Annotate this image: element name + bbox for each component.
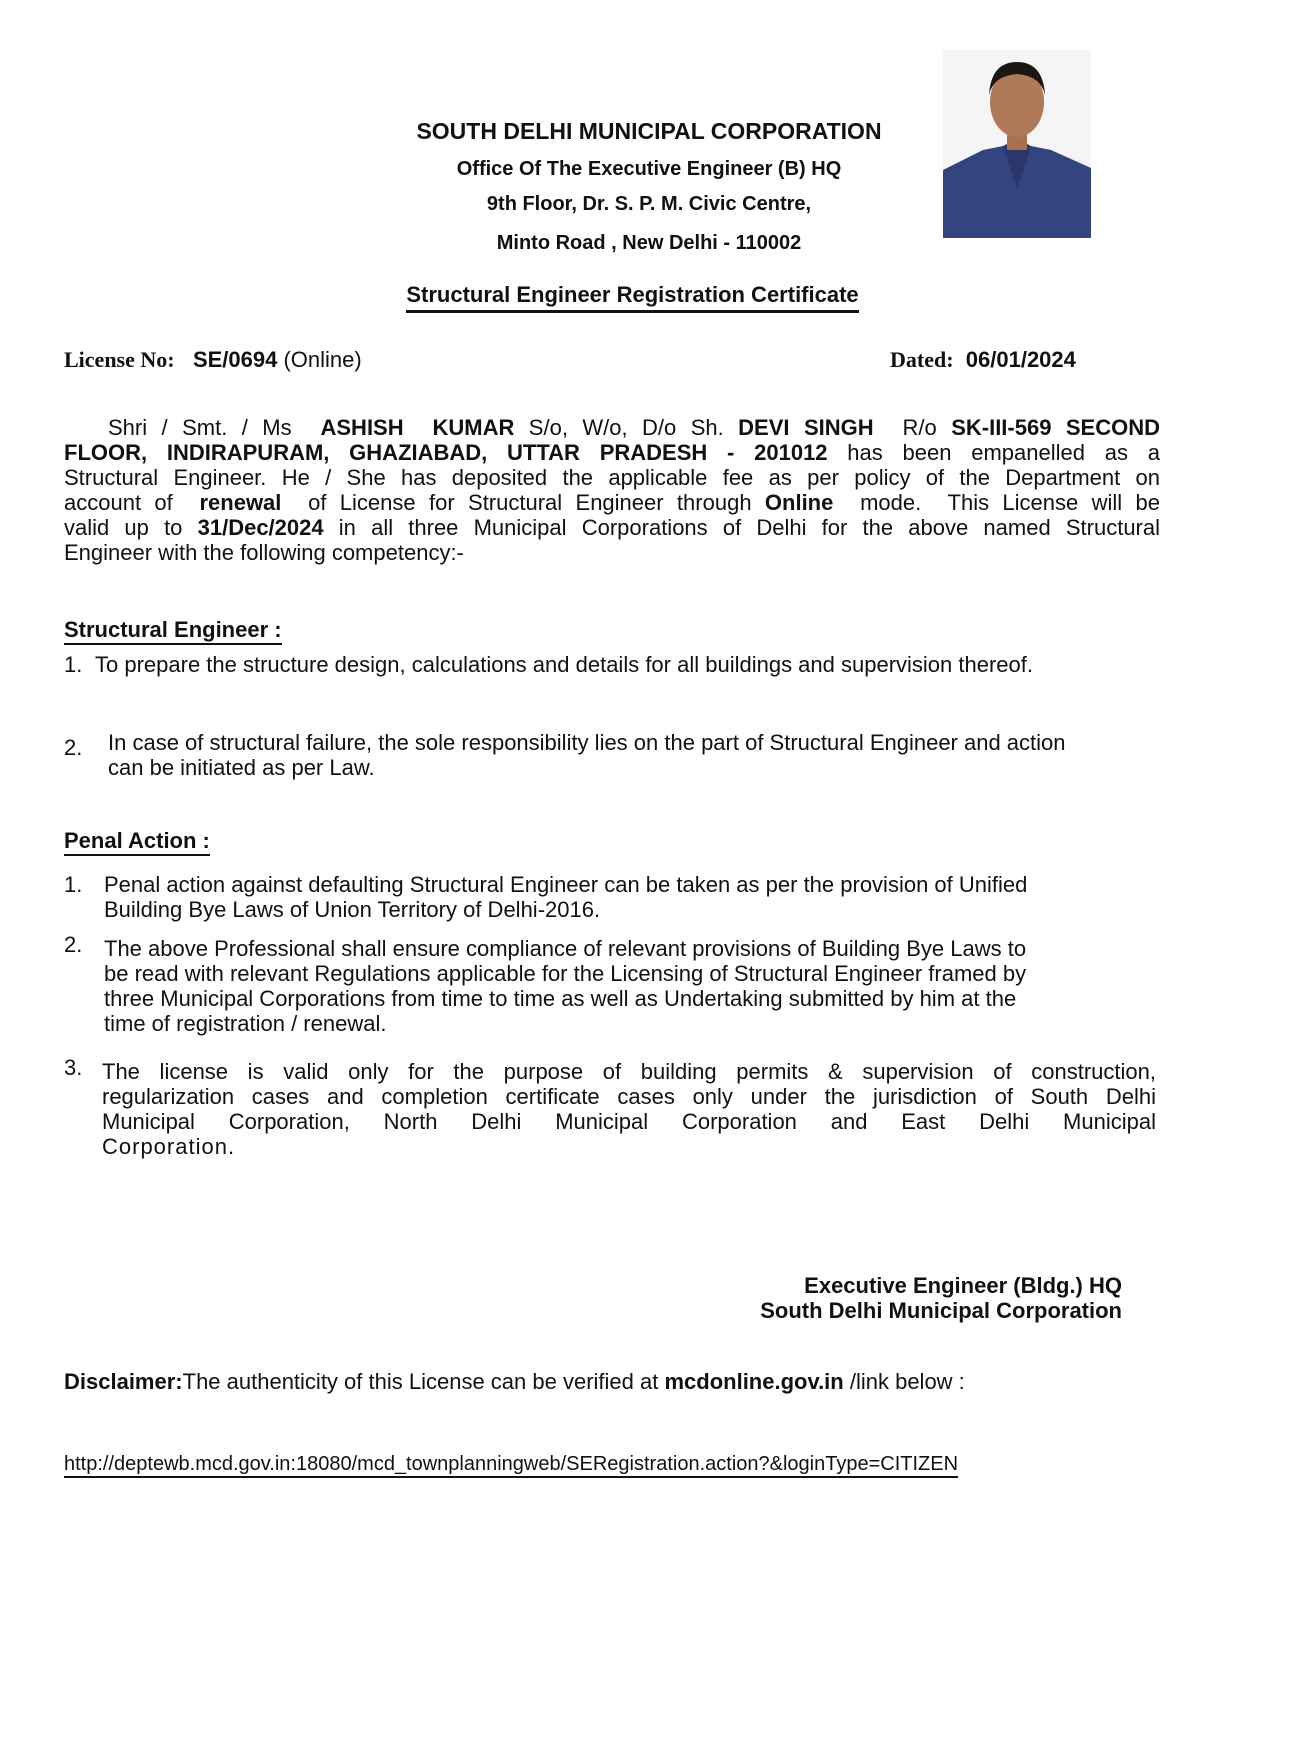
text: of License for Structural Engineer through	[281, 490, 765, 515]
penal-text: regularization cases and completion certificate cases only under the jurisdiction of South Delhi	[102, 1084, 1156, 1109]
text: Engineer with the following competency:-	[64, 540, 464, 565]
application-mode: Online	[764, 490, 834, 515]
item-number: 3.	[64, 1055, 83, 1080]
competency-item: To prepare the structure design, calculations and details for all buildings and supervision thereof.	[95, 652, 1033, 677]
disclaimer-text: The authenticity of this License can be verified at	[182, 1369, 665, 1394]
address-line-2: Minto Road , New Delhi - 110002	[496, 232, 802, 254]
text: in all three Municipal Corporations of Delhi for the above named Structural	[323, 515, 1160, 540]
penal-text: be read with relevant Regulations applicable for the Licensing of Structural Engineer framed by	[104, 961, 1027, 986]
text: Structural Engineer. He / She has deposited the applicable fee as per policy of the Department on	[64, 465, 1160, 490]
engineer-name: ASHISH KUMAR	[320, 415, 515, 440]
disclaimer	[64, 1369, 965, 1395]
text: valid up to	[64, 515, 198, 540]
competency-item: can be initiated as per Law.	[108, 755, 375, 780]
address-part-1: SK-III-569 SECOND	[951, 415, 1161, 440]
signatory-title: Executive Engineer (Bldg.) HQ	[804, 1273, 1122, 1298]
penal-text: time of registration / renewal.	[104, 1011, 387, 1036]
application-type: renewal	[199, 490, 282, 515]
license-number: SE/0694	[192, 347, 278, 372]
item-number: 1.	[64, 652, 83, 677]
item-number: 2.	[64, 932, 83, 957]
text: S/o, W/o, D/o Sh.	[514, 415, 739, 440]
text: has been empanelled as a	[827, 440, 1160, 465]
competency-heading: Structural Engineer :	[64, 617, 282, 645]
penal-text: Building Bye Laws of Union Territory of Delhi-2016.	[104, 897, 601, 922]
certificate-title: Structural Engineer Registration Certificate	[406, 282, 858, 313]
penal-text: Penal action against defaulting Structural Engineer can be taken as per the provision of Unified	[104, 872, 1028, 897]
office-name: Office Of The Executive Engineer (B) HQ	[456, 158, 842, 180]
org-name: SOUTH DELHI MUNICIPAL CORPORATION	[416, 118, 882, 144]
license-date: 06/01/2024	[965, 347, 1076, 372]
disclaimer-label: Disclaimer:	[64, 1369, 183, 1394]
verification-link[interactable]: http://deptewb.mcd.gov.in:18080/mcd_townplanningweb/SERegistration.action?&loginType=CITIZEN	[64, 1453, 958, 1478]
competency-item: In case of structural failure, the sole responsibility lies on the part of Structural Engineer and action	[108, 730, 1066, 755]
license-label: License No:	[64, 347, 175, 372]
item-number: 2.	[64, 735, 83, 760]
penal-text: Municipal Corporation, North Delhi Municipal Corporation and East Delhi Municipal	[102, 1109, 1156, 1134]
signatory-org: South Delhi Municipal Corporation	[760, 1298, 1122, 1323]
penal-text: The above Professional shall ensure compliance of relevant provisions of Building Bye Laws to	[104, 936, 1027, 961]
license-mode: (Online)	[283, 347, 362, 372]
text: Shri / Smt. / Ms	[108, 415, 321, 440]
address-part-2: FLOOR, INDIRAPURAM, GHAZIABAD, UTTAR PRADESH - 201012	[64, 440, 828, 465]
disclaimer-suffix: /link below :	[843, 1369, 965, 1394]
penal-text: The license is valid only for the purpose of building permits & supervision of construction,	[102, 1059, 1156, 1084]
verification-site: mcdonline.gov.in	[664, 1369, 844, 1394]
penal-text: three Municipal Corporations from time to time as well as Undertaking submitted by him at the	[104, 986, 1017, 1011]
item-number: 1.	[64, 872, 83, 897]
text: account of	[64, 490, 200, 515]
certificate-title-wrap	[375, 282, 890, 308]
dated-line	[890, 347, 1076, 373]
dated-label: Dated:	[890, 347, 954, 372]
father-name: DEVI SINGH	[738, 415, 874, 440]
penal-text: Corporation.	[102, 1134, 236, 1159]
text: mode. This License will be	[833, 490, 1160, 515]
penal-heading: Penal Action :	[64, 828, 210, 856]
license-line	[64, 347, 362, 373]
text: R/o	[873, 415, 952, 440]
address-line-1: 9th Floor, Dr. S. P. M. Civic Centre,	[486, 193, 812, 215]
valid-until-date: 31/Dec/2024	[197, 515, 324, 540]
